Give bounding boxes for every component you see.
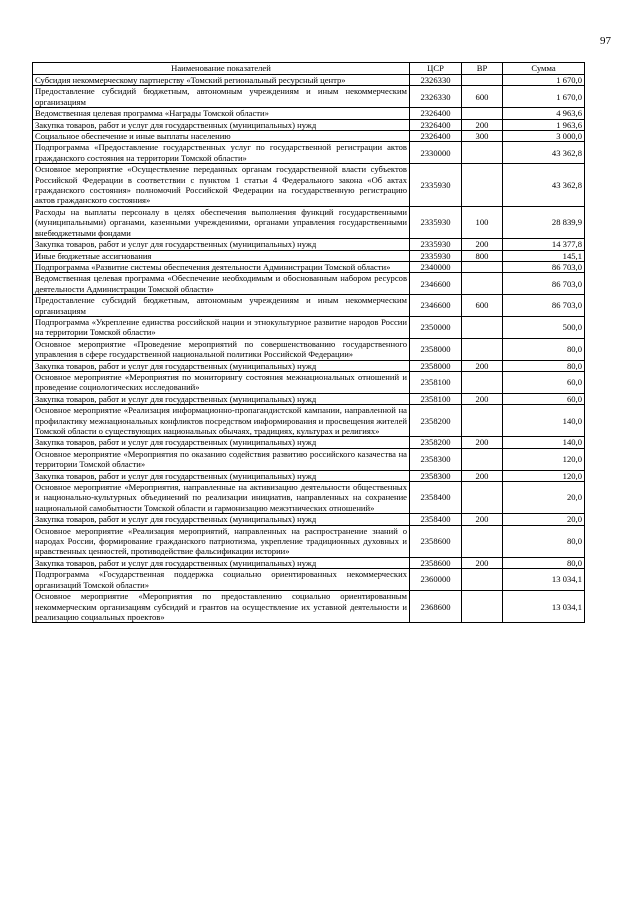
cell-name: Основное мероприятие «Проведение мероприятий по совершенствованию государственного управления в сфере государственной национальной политики Российской Федерации»: [33, 338, 410, 360]
cell-vr: 200: [462, 514, 503, 525]
page-number: 97: [600, 35, 611, 47]
table-header-row: [33, 63, 585, 75]
cell-vr: [462, 316, 503, 338]
table-row: [33, 142, 585, 164]
cell-name: Подпрограмма «Государственная поддержка социально ориентированных некоммерческих организаций Томской области»: [33, 569, 410, 591]
cell-vr: [462, 525, 503, 557]
cell-name: Основное мероприятие «Мероприятия по мониторингу состояния межнациональных отношений и проведение социологических исследований»: [33, 371, 410, 393]
cell-csr: 2358100: [410, 371, 462, 393]
budget-table: [32, 62, 585, 623]
table-row: [33, 131, 585, 142]
table-row: [33, 273, 585, 295]
cell-vr: [462, 108, 503, 119]
table-row: [33, 164, 585, 207]
cell-csr: 2340000: [410, 261, 462, 272]
table-row: [33, 86, 585, 108]
table-row: [33, 569, 585, 591]
table-row: [33, 75, 585, 86]
cell-name: Основное мероприятие «Реализация информационно-пропагандистской кампании, направленной на профилактику межнациональных конфликтов посредством информирования и просвещения жителей Томской области о существующих национальных обычаях, традициях, культурах и религиях»: [33, 405, 410, 437]
cell-name: Субсидия некоммерческому партнерству «Томский региональный ресурсный центр»: [33, 75, 410, 86]
cell-sum: 500,0: [503, 316, 585, 338]
table-row: [33, 261, 585, 272]
cell-sum: 14 377,8: [503, 239, 585, 250]
cell-csr: 2358400: [410, 514, 462, 525]
cell-name: Закупка товаров, работ и услуг для государственных (муниципальных) нужд: [33, 239, 410, 250]
cell-csr: 2326330: [410, 86, 462, 108]
cell-csr: 2350000: [410, 316, 462, 338]
cell-sum: 43 362,8: [503, 142, 585, 164]
cell-csr: 2358200: [410, 405, 462, 437]
cell-vr: [462, 448, 503, 470]
cell-csr: 2326400: [410, 131, 462, 142]
table-row: [33, 119, 585, 130]
cell-csr: 2330000: [410, 142, 462, 164]
cell-sum: 60,0: [503, 371, 585, 393]
cell-name: Закупка товаров, работ и услуг для государственных (муниципальных) нужд: [33, 470, 410, 481]
cell-csr: 2346600: [410, 295, 462, 317]
table-row: [33, 371, 585, 393]
table-row: [33, 482, 585, 514]
cell-sum: 80,0: [503, 525, 585, 557]
cell-sum: 140,0: [503, 405, 585, 437]
cell-vr: 200: [462, 437, 503, 448]
cell-vr: [462, 371, 503, 393]
cell-vr: 200: [462, 239, 503, 250]
cell-vr: [462, 591, 503, 623]
cell-vr: 600: [462, 295, 503, 317]
cell-vr: [462, 273, 503, 295]
table-row: [33, 360, 585, 371]
table-row: [33, 239, 585, 250]
cell-sum: 80,0: [503, 338, 585, 360]
cell-vr: 100: [462, 206, 503, 238]
cell-sum: 43 362,8: [503, 164, 585, 207]
cell-sum: 80,0: [503, 557, 585, 568]
cell-name: Подпрограмма «Развитие системы обеспечения деятельности Администрации Томской области»: [33, 261, 410, 272]
table-row: [33, 557, 585, 568]
cell-vr: 200: [462, 360, 503, 371]
cell-csr: 2358600: [410, 525, 462, 557]
table-row: [33, 514, 585, 525]
table-row: [33, 295, 585, 317]
cell-csr: 2335930: [410, 164, 462, 207]
cell-csr: 2358200: [410, 437, 462, 448]
header-name: Наименование показателей: [33, 63, 410, 75]
cell-vr: [462, 164, 503, 207]
table-row: [33, 393, 585, 404]
table-row: [33, 591, 585, 623]
cell-vr: 200: [462, 557, 503, 568]
cell-name: Расходы на выплаты персоналу в целях обеспечения выполнения функций государственными (муниципальными) органами, казенными учреждениями, органами управления государственными внебюджетными фондами: [33, 206, 410, 238]
cell-name: Закупка товаров, работ и услуг для государственных (муниципальных) нужд: [33, 119, 410, 130]
cell-csr: 2326400: [410, 108, 462, 119]
cell-vr: [462, 405, 503, 437]
table-row: [33, 470, 585, 481]
cell-sum: 80,0: [503, 360, 585, 371]
cell-vr: 200: [462, 470, 503, 481]
cell-sum: 20,0: [503, 514, 585, 525]
cell-name: Закупка товаров, работ и услуг для государственных (муниципальных) нужд: [33, 557, 410, 568]
cell-csr: 2335930: [410, 239, 462, 250]
cell-vr: [462, 569, 503, 591]
cell-csr: 2335930: [410, 206, 462, 238]
cell-sum: 3 000,0: [503, 131, 585, 142]
cell-csr: 2335930: [410, 250, 462, 261]
cell-vr: 800: [462, 250, 503, 261]
cell-vr: 600: [462, 86, 503, 108]
cell-csr: 2346600: [410, 273, 462, 295]
cell-name: Иные бюджетные ассигнования: [33, 250, 410, 261]
cell-name: Закупка товаров, работ и услуг для государственных (муниципальных) нужд: [33, 437, 410, 448]
cell-name: Закупка товаров, работ и услуг для государственных (муниципальных) нужд: [33, 514, 410, 525]
cell-csr: 2358000: [410, 360, 462, 371]
cell-csr: 2358600: [410, 557, 462, 568]
cell-name: Основное мероприятие «Мероприятия по оказанию содействия развитию российского казачества на территории Томской области»: [33, 448, 410, 470]
table-row: [33, 316, 585, 338]
cell-name: Основное мероприятие «Реализация мероприятий, направленных на распространение знаний о народах России, формирование гражданского патриотизма, укрепление традиционных духовных и нравственных ценностей, противодействие фальсификации истории»: [33, 525, 410, 557]
cell-name: Закупка товаров, работ и услуг для государственных (муниципальных) нужд: [33, 360, 410, 371]
cell-csr: 2358000: [410, 338, 462, 360]
cell-vr: [462, 482, 503, 514]
table-row: [33, 338, 585, 360]
cell-name: Предоставление субсидий бюджетным, автономным учреждениям и иным некоммерческим организациям: [33, 86, 410, 108]
table-row: [33, 250, 585, 261]
cell-sum: 120,0: [503, 470, 585, 481]
cell-name: Ведомственная целевая программа «Награды Томской области»: [33, 108, 410, 119]
table-row: [33, 108, 585, 119]
cell-sum: 1 670,0: [503, 75, 585, 86]
table-row: [33, 206, 585, 238]
cell-csr: 2368600: [410, 591, 462, 623]
cell-name: Закупка товаров, работ и услуг для государственных (муниципальных) нужд: [33, 393, 410, 404]
cell-name: Подпрограмма «Предоставление государственных услуг по государственной регистрации актов гражданского состояния на территории Томской области»: [33, 142, 410, 164]
cell-sum: 145,1: [503, 250, 585, 261]
cell-name: Ведомственная целевая программа «Обеспечение необходимым и обоснованным набором ресурсов деятельности Администрации Томской области»: [33, 273, 410, 295]
cell-vr: [462, 75, 503, 86]
table-row: [33, 437, 585, 448]
cell-sum: 1 670,0: [503, 86, 585, 108]
cell-sum: 20,0: [503, 482, 585, 514]
cell-csr: 2358400: [410, 482, 462, 514]
cell-sum: 120,0: [503, 448, 585, 470]
cell-sum: 1 963,6: [503, 119, 585, 130]
cell-csr: 2358300: [410, 470, 462, 481]
cell-vr: 300: [462, 131, 503, 142]
cell-sum: 13 034,1: [503, 569, 585, 591]
cell-name: Подпрограмма «Укрепление единства российской нации и этнокультурное развитие народов России на территории Томской области»: [33, 316, 410, 338]
cell-sum: 140,0: [503, 437, 585, 448]
table-row: [33, 525, 585, 557]
cell-vr: [462, 261, 503, 272]
cell-sum: 60,0: [503, 393, 585, 404]
cell-name: Основное мероприятие «Мероприятия, направленные на активизацию деятельности общественных и национально-культурных объединений по реализации инициатив, направленных на сохранение национальной самобытности Томской области и гармонизацию межэтнических отношений»: [33, 482, 410, 514]
cell-sum: 28 839,9: [503, 206, 585, 238]
cell-csr: 2326330: [410, 75, 462, 86]
table-row: [33, 405, 585, 437]
cell-sum: 13 034,1: [503, 591, 585, 623]
cell-sum: 86 703,0: [503, 295, 585, 317]
header-vr: ВР: [462, 63, 503, 75]
cell-csr: 2358100: [410, 393, 462, 404]
cell-name: Основное мероприятие «Мероприятия по предоставлению социально ориентированным некоммерческим организациям субсидий и грантов на осуществление их уставной деятельности и реализацию социальных проектов»: [33, 591, 410, 623]
table-row: [33, 448, 585, 470]
cell-csr: 2358300: [410, 448, 462, 470]
cell-name: Социальное обеспечение и иные выплаты населению: [33, 131, 410, 142]
header-sum: Сумма: [503, 63, 585, 75]
cell-vr: [462, 142, 503, 164]
cell-sum: 4 963,6: [503, 108, 585, 119]
cell-name: Предоставление субсидий бюджетным, автономным учреждениям и иным некоммерческим организациям: [33, 295, 410, 317]
cell-sum: 86 703,0: [503, 261, 585, 272]
cell-vr: 200: [462, 393, 503, 404]
cell-name: Основное мероприятие «Осуществление переданных органам государственной власти субъектов Российской Федерации в соответствии с пунктом 1 статьи 4 Федерального закона «Об актах гражданского состояния» полномочий Российской Федерации на государственную регистрацию актов гражданского состояния»: [33, 164, 410, 207]
cell-sum: 86 703,0: [503, 273, 585, 295]
header-csr: ЦСР: [410, 63, 462, 75]
cell-vr: 200: [462, 119, 503, 130]
cell-vr: [462, 338, 503, 360]
cell-csr: 2326400: [410, 119, 462, 130]
cell-csr: 2360000: [410, 569, 462, 591]
